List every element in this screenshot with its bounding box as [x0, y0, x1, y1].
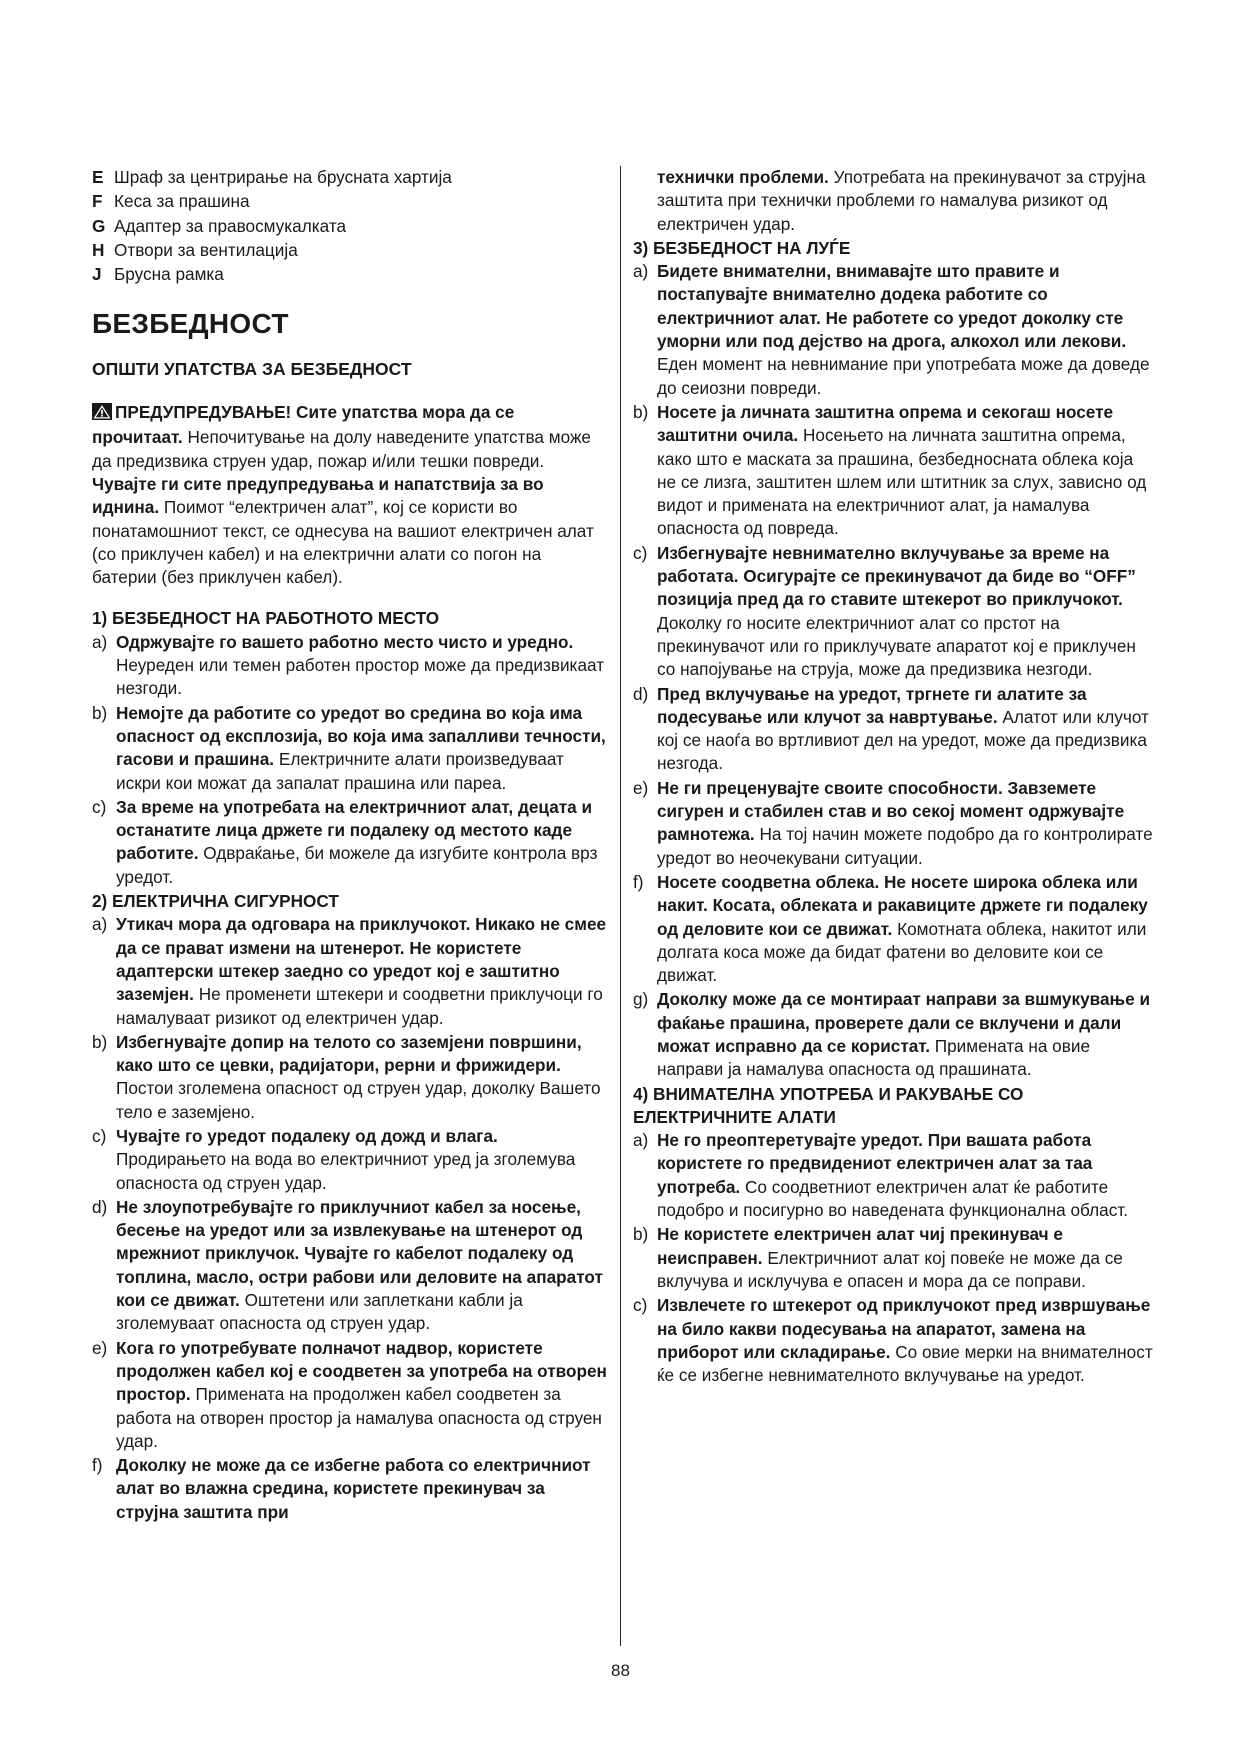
list-item: e) Кога го употребувате полначот надвор, користете продолжен кабел кој е соодветен за употреба на отворен простор. Примената на продолжен кабел соодветен за работа на отворен простор ја намалува опасноста од струен удар. [92, 1337, 607, 1451]
list-item: g) Доколку може да се монтираат направи за вшмукување и фаќање прашина, проверете дали се вклучени и дали можат исправно да се користат. Примената на овие направи ја намалува опасноста од прашината. [633, 989, 1151, 1080]
section-heading-workplace: 1) БЕЗБЕДНОСТ НА РАБОТНОТО МЕСТО [92, 608, 440, 629]
list-item: c) За време на употребата на електричниот алат, децата и останатите лица држете ги подалеку од местото каде работите. Одвраќање, би можеле да изгубите контрола врз уредот. [92, 796, 598, 887]
list-item: d) Не злоупотребувајте го приклучниот кабел за носење, бесење на уредот или за извлекување на штенерот од мрежниот приклучок. Чувајте го кабелот подалеку од топлина, масло, остри рабови или деловите на апаратот кои се движат. Оштетени или заплеткани кабли ја зголемуваат опасноста од струен удар. [92, 1196, 603, 1334]
warning-paragraph: ПРЕДУПРЕДУВАЊЕ! Сите упатства мора да се прочитаат. Непочитување на долу наведените упатства може да предизвика струен удар, пожар и/или тешки повреди. Чувајте ги сите предупредувања и напатствија за во иднина. Поимот “електричен алат”, кој се користи во понатамошниот текст, се однесува на вашиот електричен алат (со приклучен кабел) и на електрични алати со погон на батерии (без приклучен кабел). [92, 402, 594, 588]
page-title: БЕЗБЕДНОСТ [92, 308, 289, 340]
list-item: c) Чувајте го уредот подалеку од дожд и влага. Продирањето на вода во електричниот уред ја зголемува опасноста од струен удар. [92, 1125, 576, 1193]
list-item: f) Доколку не може да се избегне работа со електричниот алат во влажна средина, користете прекинувач за струјна заштита при [92, 1455, 591, 1522]
warning-triangle-icon [92, 403, 112, 426]
list-item: d) Пред вклучување на уредот, тргнете ги алатите за подесување или клучот за навртување. Алатот или клучот кој се наоѓа во вртливиот дел на уредот, може да предизвика незгода. [633, 683, 1149, 774]
section-heading-tool-use: 4) ВНИМАТЕЛНА УПОТРЕБА И РАКУВАЊЕ СО ЕЛЕКТРИЧНИТЕ АЛАТИ [633, 1083, 1024, 1127]
list-item: b) Не користете електричен алат чиј прекинувач е неисправен. Електричниот алат кој повеќе не може да се вклучува и исклучува е опасен и мора да се поправи. [633, 1224, 1123, 1291]
list-item-continuation: технички проблеми. Употребата на прекинувачот за струјна заштита при технички проблеми го намалува ризикот од електричен удар. [657, 167, 1146, 234]
parts-list-item: E Шраф за центрирање на брусната хартија [92, 167, 452, 187]
list-item: f) Носете соодветна облека. Не носете широка облека или накит. Косата, облеката и ракавиците држете ги подалеку од деловите кои се движат. Комотната облека, накитот или долгата коса може да бидат фатени во деловите кои се движат. [633, 871, 1148, 986]
parts-list-item: G Адаптер за правосмукалката [92, 215, 347, 236]
parts-list-item: J Брусна рамка [92, 264, 224, 285]
section-heading-personal: 3) БЕЗБЕДНОСТ НА ЛУЃЕ [633, 237, 851, 258]
page-number: 88 [611, 1661, 630, 1680]
list-item: a) Бидете внимателни, внимавајте што правите и постапувајте внимателно додека работите со електричниот алат. Не работете со уредот доколку сте уморни или под дејство на дрога, алкохол или лекови. Еден момент на невнимание при употребата може да доведе до сеиозни повреди. [633, 261, 1150, 398]
section-subtitle: ОПШТИ УПАТСТВА ЗА БЕЗБЕДНОСТ [92, 358, 412, 379]
list-item: b) Немојте да работите со уредот во средина во која има опасност од експлозија, во која има запалливи течности, гасови и прашина. Електричните алати произведуваат искри кои можат да запалат прашина или пареа. [92, 702, 606, 793]
list-item: a) Одржувајте го вашето работно место чисто и уредно. Неуреден или темен работен простор може да предизвикаат незгоди. [92, 631, 605, 699]
column-divider [620, 166, 621, 1646]
list-item: c) Извлечете го штекерот од приклучокот пред извршување на било какви подесувања на апаратот, замена на приборот или складирање. Со овие мерки на внимателност ќе се избегне невнимателното вклучување на уредот. [633, 1295, 1153, 1386]
list-item: b) Избегнувајте допир на телото со заземјени површини, како што се цевки, радијатори, рерни и фрижидери. Постои зголемена опасност од струен удар, доколку Вашето тело е заземјено. [92, 1031, 601, 1122]
list-item: c) Избегнувајте невнимателно вклучување за време на работата. Осигурајте се прекинувачот да биде во “OFF” позиција пред да го ставите штекерот во приклучокот. Доколку го носите електричниот алат со прстот на прекинувачот или го приклучувате апаратот кој е приклучен со напојување на струја, може да предизвика незгоди. [633, 542, 1136, 680]
parts-list-item: F Кеса за прашина [92, 191, 250, 212]
parts-list-item: H Отвори за вентилација [92, 239, 298, 260]
list-item: b) Носете ја личната заштитна опрема и секогаш носете заштитни очила. Носењето на личната заштитна опрема, како што е маската за прашина, безбедносната облека која не се лизга, заштитен шлем или штитник за слух, зависно од видот и примената на електричниот алат, ја намалува опасноста од повреда. [633, 401, 1147, 539]
section-heading-electrical: 2) ЕЛЕКТРИЧНА СИГУРНОСТ [92, 891, 339, 912]
list-item: a) Утикач мора да одговара на приклучокот. Никако не смее да се прават измени на штенерот. Не користете адаптерски штекер заедно со уредот кој е заштитно заземјен. Не променети штекери и соодветни приклучоци го намалуваат ризикот од електричен удар. [92, 914, 607, 1028]
right-column [633, 166, 1153, 1388]
list-item: e) Не ги прецeнувајте своите способности. Завземете сигурен и стабилен став и во секој момент одржувајте рамнотежа. На тој начин можете подобро да го контролирате уредот во неочекувани ситуации. [633, 777, 1153, 868]
list-item: a) Не го преоптеретувајте уредот. При вашата работа користете го предвидениот електричен алат за таа употреба. Со соодветниот електричен алат ќе работите подобро и посигурно во наведената функционална област. [633, 1130, 1129, 1221]
parts-list [92, 166, 607, 286]
left-column [92, 166, 607, 1525]
